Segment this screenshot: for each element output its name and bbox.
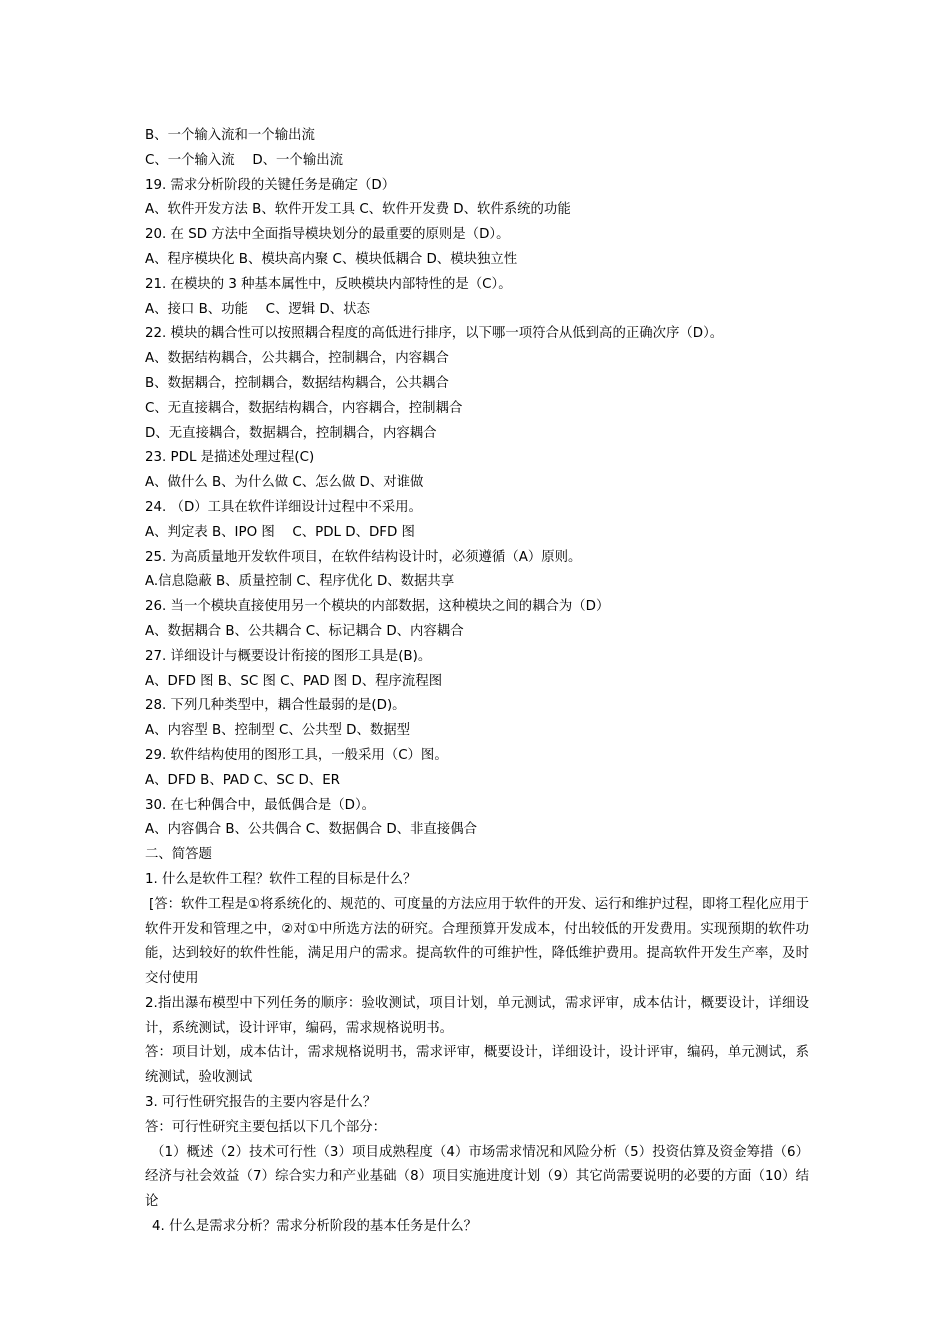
question-30: 30. 在七种偶合中，最低偶合是（D）。: [145, 797, 376, 813]
question-list: [0, 124, 950, 893]
short-question-2: 2.指出瀑布模型中下列任务的顺序：验收测试，项目计划，单元测试，需求评审，成本估计，概要设计，详细设计，系统测试，设计评审，编码，需求规格说明书。: [145, 995, 809, 1036]
question-21: 21. 在模块的 3 种基本属性中，反映模块内部特性的是（C）。: [145, 276, 512, 292]
answer-2: 答：项目计划，成本估计，需求规格说明书，需求评审，概要设计，详细设计，设计评审，编码，单元测试，系统测试，验收测试: [145, 1045, 809, 1086]
options-29: A、DFD B、PAD C、SC D、ER: [145, 772, 340, 788]
short-question-4: 4. 什么是需求分析？需求分析阶段的基本任务是什么？: [152, 1219, 478, 1235]
answer-3-list: （1）概述（2）技术可行性（3）项目成熟程度（4）市场需求情况和风险分析（5）投资估算及资金筹措（6）经济与社会效益（7）综合实力和产业基础（8）项目实施进度计划（9）其它尚需要说明的必要的方面（10）结论: [145, 1144, 809, 1210]
options-20: A、程序模块化 B、模块高内聚 C、模块低耦合 D、模块独立性: [145, 251, 518, 267]
short-question-1: 1. 什么是软件工程？软件工程的目标是什么？: [145, 871, 417, 887]
question-27: 27. 详细设计与概要设计衔接的图形工具是(B)。: [145, 648, 432, 664]
option-22-a: A、数据结构耦合，公共耦合，控制耦合，内容耦合: [145, 351, 449, 367]
question-28: 28. 下列几种类型中，耦合性最弱的是(D)。: [145, 698, 406, 714]
answer-1: [答：软件工程是①将系统化的、规范的、可度量的方法应用于软件的开发、运行和维护过程，即将工程化应用于软件开发和管理之中，②对①中所选方法的研究。合理预算开发成本，付出较低的开发费用。实现预期的软件功能，达到较好的软件性能，满足用户的需求。提高软件的可维护性，降低维护费用。提高软件开发生产率，及时交付使用: [145, 896, 809, 987]
question-26: 26. 当一个模块直接使用另一个模块的内部数据，这种模块之间的耦合为（D）: [145, 599, 610, 615]
option-22-d: D、无直接耦合，数据耦合，控制耦合，内容耦合: [145, 425, 437, 441]
options-24: A、判定表 B、IPO 图 C、PDL D、DFD 图: [145, 524, 415, 540]
options-28: A、内容型 B、控制型 C、公共型 D、数据型: [145, 723, 411, 739]
question-19: 19. 需求分析阶段的关键任务是确定（D）: [145, 177, 396, 193]
section-heading: 二、简答题: [145, 847, 212, 863]
answer-3-intro: 答：可行性研究主要包括以下几个部分：: [145, 1119, 387, 1135]
question-22: 22. 模块的耦合性可以按照耦合程度的高低进行排序，以下哪一项符合从低到高的正确次序（D）。: [145, 326, 724, 342]
question-25: 25. 为高质量地开发软件项目，在软件结构设计时，必须遵循（A）原则。: [145, 549, 582, 565]
options-23: A、做什么 B、为什么做 C、怎么做 D、对谁做: [145, 475, 424, 491]
options-30: A、内容偶合 B、公共偶合 C、数据偶合 D、非直接偶合: [145, 822, 477, 838]
text-line: C、一个输入流 D、一个输出流: [145, 152, 343, 168]
options-21: A、接口 B、功能 C、逻辑 D、状态: [145, 301, 370, 317]
options-19: A、软件开发方法 B、软件开发工具 C、软件开发费 D、软件系统的功能: [145, 202, 571, 218]
text-line: B、一个输入流和一个输出流: [145, 128, 315, 143]
document-page: [0, 124, 950, 1240]
options-27: A、DFD 图 B、SC 图 C、PAD 图 D、程序流程图: [145, 673, 443, 689]
question-20: 20. 在 SD 方法中全面指导模块划分的最重要的原则是（D）。: [145, 227, 510, 243]
question-29: 29. 软件结构使用的图形工具，一般采用（C）图。: [145, 747, 448, 763]
option-22-b: B、数据耦合，控制耦合，数据结构耦合，公共耦合: [145, 375, 449, 391]
question-23: 23. PDL 是描述处理过程(C): [145, 450, 315, 466]
short-question-3: 3. 可行性研究报告的主要内容是什么？: [145, 1095, 377, 1111]
question-24: 24. （D）工具在软件详细设计过程中不采用。: [145, 499, 422, 515]
option-22-c: C、无直接耦合，数据结构耦合，内容耦合，控制耦合: [145, 400, 463, 416]
options-25: A.信息隐蔽 B、质量控制 C、程序优化 D、数据共享: [145, 574, 455, 590]
options-26: A、数据耦合 B、公共耦合 C、标记耦合 D、内容耦合: [145, 623, 464, 639]
